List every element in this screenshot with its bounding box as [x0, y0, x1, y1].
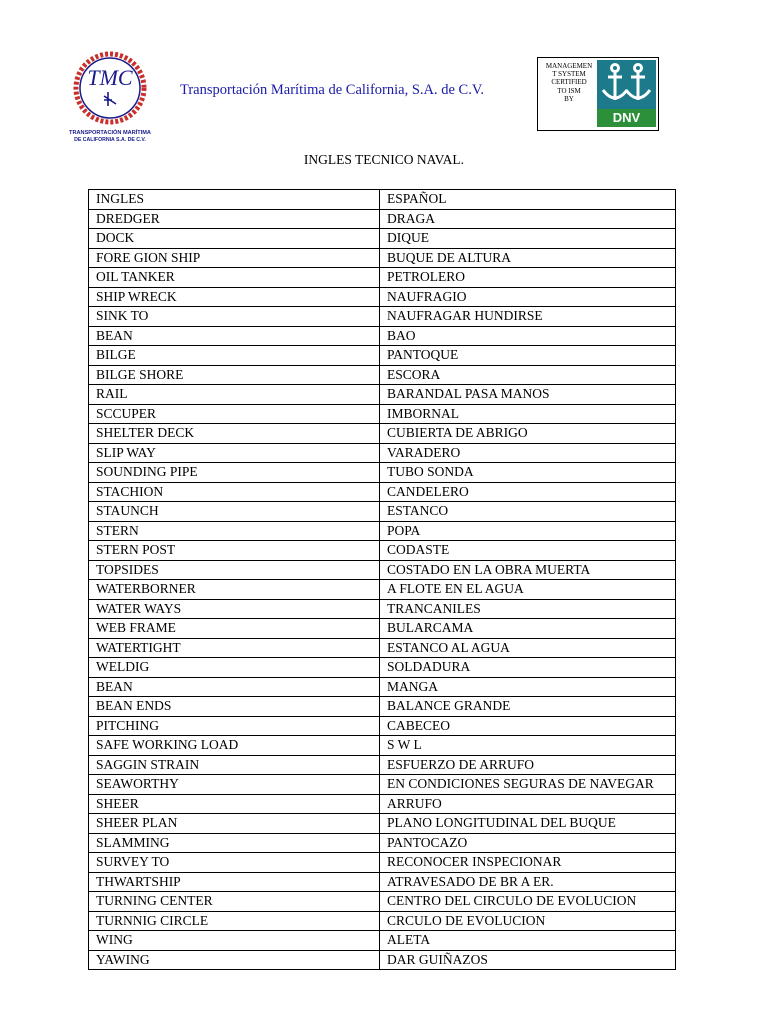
spanish-term: NAUFRAGAR HUNDIRSE	[380, 307, 676, 327]
table-row	[89, 794, 676, 814]
english-term: BEAN	[89, 677, 380, 697]
english-term: TOPSIDES	[89, 560, 380, 580]
table-row	[89, 541, 676, 561]
english-term: SCCUPER	[89, 404, 380, 424]
table-row	[89, 229, 676, 249]
spanish-term: ALETA	[380, 931, 676, 951]
spanish-term: CABECEO	[380, 716, 676, 736]
english-term: SLIP WAY	[89, 443, 380, 463]
table-row	[89, 482, 676, 502]
table-row	[89, 775, 676, 795]
table-row	[89, 599, 676, 619]
english-term: OIL TANKER	[89, 268, 380, 288]
english-term: SAGGIN STRAIN	[89, 755, 380, 775]
table-row	[89, 658, 676, 678]
spanish-term: BARANDAL PASA MANOS	[380, 385, 676, 405]
table-row	[89, 287, 676, 307]
english-term: SINK TO	[89, 307, 380, 327]
table-row	[89, 872, 676, 892]
table-row	[89, 677, 676, 697]
table-row	[89, 502, 676, 522]
svg-text:TMC: TMC	[87, 65, 133, 90]
table-row	[89, 814, 676, 834]
spanish-term: TUBO SONDA	[380, 463, 676, 483]
table-row	[89, 365, 676, 385]
table-row	[89, 911, 676, 931]
spanish-term: PLANO LONGITUDINAL DEL BUQUE	[380, 814, 676, 834]
table-row	[89, 424, 676, 444]
table-row	[89, 326, 676, 346]
english-term: YAWING	[89, 950, 380, 970]
english-term: INGLES	[89, 190, 380, 210]
english-term: SURVEY TO	[89, 853, 380, 873]
spanish-term: BULARCAMA	[380, 619, 676, 639]
spanish-term: DRAGA	[380, 209, 676, 229]
svg-text:DE CALIFORNIA S.A. DE C.V.: DE CALIFORNIA S.A. DE C.V.	[74, 137, 146, 143]
table-row	[89, 853, 676, 873]
table-row	[89, 560, 676, 580]
spanish-term: ARRUFO	[380, 794, 676, 814]
company-name: Transportación Marítima de California, S.A. de C.V.	[180, 82, 485, 98]
spanish-term: POPA	[380, 521, 676, 541]
spanish-term: CODASTE	[380, 541, 676, 561]
spanish-term: ESTANCO	[380, 502, 676, 522]
spanish-term: CANDELERO	[380, 482, 676, 502]
spanish-term: BALANCE GRANDE	[380, 697, 676, 717]
english-term: THWARTSHIP	[89, 872, 380, 892]
spanish-term: ATRAVESADO DE BR A ER.	[380, 872, 676, 892]
spanish-term: RECONOCER INSPECIONAR	[380, 853, 676, 873]
english-term: BILGE SHORE	[89, 365, 380, 385]
english-term: WELDIG	[89, 658, 380, 678]
english-term: FORE GION SHIP	[89, 248, 380, 268]
table-row	[89, 248, 676, 268]
spanish-term: CUBIERTA DE ABRIGO	[380, 424, 676, 444]
certification-text: MANAGEMEN T SYSTEM CERTIFIED TO ISM BY	[545, 62, 593, 103]
spanish-term: MANGA	[380, 677, 676, 697]
english-term: WING	[89, 931, 380, 951]
spanish-term: NAUFRAGIO	[380, 287, 676, 307]
spanish-term: SOLDADURA	[380, 658, 676, 678]
spanish-term: DIQUE	[380, 229, 676, 249]
english-term: STERN	[89, 521, 380, 541]
english-term: SHEER PLAN	[89, 814, 380, 834]
english-term: SHEER	[89, 794, 380, 814]
spanish-term: A FLOTE EN EL AGUA	[380, 580, 676, 600]
english-term: SHELTER DECK	[89, 424, 380, 444]
anchor-icon	[597, 60, 656, 109]
table-row	[89, 268, 676, 288]
table-row	[89, 736, 676, 756]
spanish-term: DAR GUIÑAZOS	[380, 950, 676, 970]
table-row	[89, 892, 676, 912]
spanish-term: S W L	[380, 736, 676, 756]
table-row	[89, 346, 676, 366]
english-term: TURNNIG CIRCLE	[89, 911, 380, 931]
english-term: SAFE WORKING LOAD	[89, 736, 380, 756]
spanish-term: PANTOCAZO	[380, 833, 676, 853]
table-row	[89, 950, 676, 970]
table-row	[89, 521, 676, 541]
english-term: STERN POST	[89, 541, 380, 561]
english-term: BILGE	[89, 346, 380, 366]
table-row	[89, 443, 676, 463]
dnv-logo	[597, 60, 656, 127]
spanish-term: TRANCANILES	[380, 599, 676, 619]
english-term: DOCK	[89, 229, 380, 249]
table-row	[89, 307, 676, 327]
english-term: WEB FRAME	[89, 619, 380, 639]
table-row	[89, 931, 676, 951]
spanish-term: VARADERO	[380, 443, 676, 463]
document-title: INGLES TECNICO NAVAL.	[303, 152, 465, 167]
table-row	[89, 580, 676, 600]
english-term: BEAN	[89, 326, 380, 346]
spanish-term: COSTADO EN LA OBRA MUERTA	[380, 560, 676, 580]
table-header-row	[89, 190, 676, 210]
english-term: TURNING CENTER	[89, 892, 380, 912]
table-row	[89, 638, 676, 658]
english-term: RAIL	[89, 385, 380, 405]
english-term: SHIP WRECK	[89, 287, 380, 307]
spanish-term: ESPAÑOL	[380, 190, 676, 210]
english-term: STAUNCH	[89, 502, 380, 522]
english-term: STACHION	[89, 482, 380, 502]
table-row	[89, 463, 676, 483]
english-term: WATER WAYS	[89, 599, 380, 619]
spanish-term: ESCORA	[380, 365, 676, 385]
english-term: PITCHING	[89, 716, 380, 736]
table-row	[89, 385, 676, 405]
dnv-label: DNV	[597, 109, 656, 127]
spanish-term: PANTOQUE	[380, 346, 676, 366]
certification-box	[537, 57, 659, 131]
english-term: DREDGER	[89, 209, 380, 229]
english-term: WATERTIGHT	[89, 638, 380, 658]
english-term: SLAMMING	[89, 833, 380, 853]
table-row	[89, 697, 676, 717]
spanish-term: PETROLERO	[380, 268, 676, 288]
spanish-term: EN CONDICIONES SEGURAS DE NAVEGAR	[380, 775, 676, 795]
svg-text:TRANSPORTACIÓN MARÍTIMA: TRANSPORTACIÓN MARÍTIMA	[69, 130, 151, 136]
spanish-term: CRCULO DE EVOLUCION	[380, 911, 676, 931]
tmc-logo	[60, 48, 172, 144]
english-term: WATERBORNER	[89, 580, 380, 600]
table-row	[89, 755, 676, 775]
spanish-term: ESTANCO AL AGUA	[380, 638, 676, 658]
spanish-term: CENTRO DEL CIRCULO DE EVOLUCION	[380, 892, 676, 912]
english-term: SOUNDING PIPE	[89, 463, 380, 483]
spanish-term: BAO	[380, 326, 676, 346]
spanish-term: BUQUE DE ALTURA	[380, 248, 676, 268]
vocabulary-table	[88, 189, 676, 970]
table-row	[89, 209, 676, 229]
english-term: SEAWORTHY	[89, 775, 380, 795]
spanish-term: IMBORNAL	[380, 404, 676, 424]
table-row	[89, 404, 676, 424]
spanish-term: ESFUERZO DE ARRUFO	[380, 755, 676, 775]
table-row	[89, 619, 676, 639]
table-row	[89, 833, 676, 853]
english-term: BEAN ENDS	[89, 697, 380, 717]
table-row	[89, 716, 676, 736]
